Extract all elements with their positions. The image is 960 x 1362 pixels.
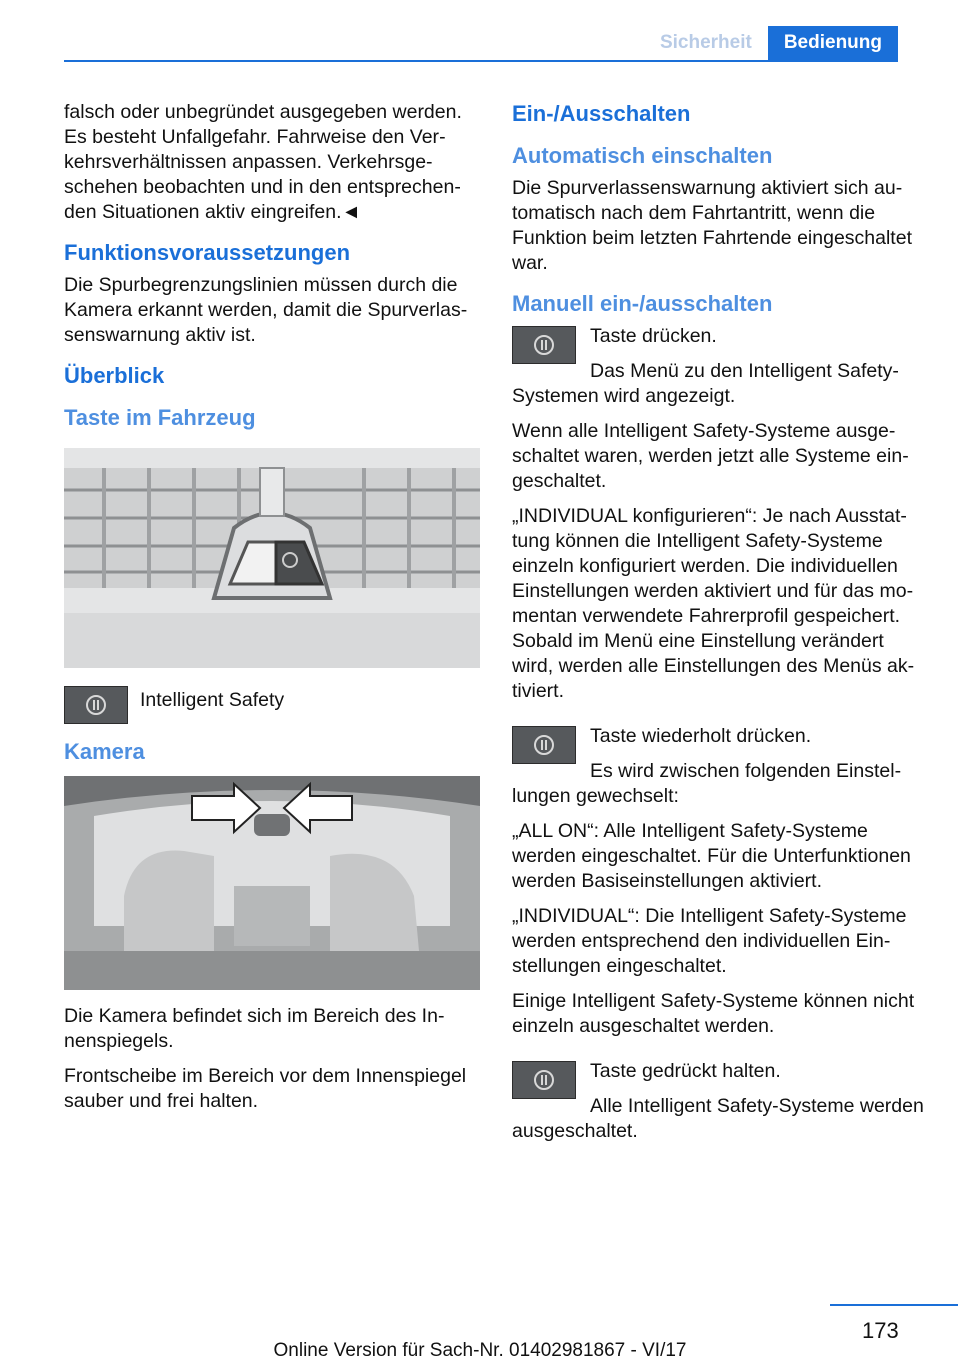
heading-manuell: Manuell ein-/ausschalten: [512, 291, 773, 316]
heading-automatisch-einschalten: Automatisch einschalten: [512, 143, 773, 168]
header-tabs: [644, 26, 898, 60]
kamera-text-1: Die Kamera befindet sich im Bereich des Innenspiegels.: [64, 1005, 445, 1052]
intelligent-safety-button-icon: [512, 1061, 576, 1099]
step2-action: Taste wiederholt drücken.: [590, 725, 812, 747]
step3-result: Alle Intelligent Safety-Systeme werden ausgeschaltet.: [512, 1095, 924, 1142]
header-rule: [64, 60, 898, 62]
left-column: [64, 100, 480, 1124]
funktionsvoraussetzungen-text: Die Spurbegrenzungslinien müssen durch die Kamera erkannt werden, damit die Spurverlassenswarnung aktiv ist.: [64, 274, 468, 346]
footer-text: Online Version für Sach-Nr. 01402981867 - VI/17: [273, 1340, 687, 1361]
step-taste-druecken: [512, 324, 928, 419]
all-on-text: „ALL ON“: Alle Intelligent Safety-Systeme werden eingeschaltet. Für die Unterfunktionen werden Basiseinstellungen aktiviert.: [512, 820, 911, 892]
intro-paragraph: falsch oder unbegründet ausgegeben werden. Es besteht Unfallgefahr. Fahrweise den Verkehrsverhältnissen anpassen. Verkehrsgeschehen beobachten und in den entsprechenden Situationen aktiv eingreifen.◄: [64, 101, 462, 223]
heading-funktionsvoraussetzungen: Funktionsvoraussetzungen: [64, 240, 351, 265]
interior-illustration: [64, 776, 480, 990]
individual-konfigurieren-text: „INDIVIDUAL konfigurieren“: Je nach Ausstattung können die Intelligent Safety-Systeme einzeln konfiguriert werden. Die individuellen Einstellungen werden aktiviert und für das momentan verwendete Fahrerprofil gespeichert. Sobald im Menü eine Einstellung verändert wird, werden alle Einstellungen des Menüs aktiviert.: [512, 505, 915, 702]
intelligent-safety-label: Intelligent Safety: [140, 689, 285, 711]
wenn-text: Wenn alle Intelligent Safety-Systeme ausgeschaltet waren, werden jetzt alle Systeme eingeschaltet.: [512, 420, 909, 492]
kamera-text-2: Frontscheibe im Bereich vor dem Innenspiegel sauber und frei halten.: [64, 1065, 467, 1112]
page-number-rule: [830, 1304, 958, 1306]
step-taste-gedrueckt: [512, 1059, 928, 1154]
page-number: 173: [862, 1318, 899, 1343]
step2-result: Es wird zwischen folgenden Einstellungen gewechselt:: [512, 760, 902, 807]
intelligent-safety-button-icon: [64, 686, 128, 724]
automatisch-text: Die Spurverlassenswarnung aktiviert sich automatisch nach dem Fahrtantritt, wenn die Funktion beim letzten Fahrtende eingeschaltet war.: [512, 177, 912, 274]
heading-ein-ausschalten: Ein-/Ausschalten: [512, 101, 691, 126]
step1-result: Das Menü zu den Intelligent Safety-Systemen wird angezeigt.: [512, 360, 899, 407]
intelligent-safety-button-icon: [512, 726, 576, 764]
tab-bedienung[interactable]: Bedienung: [768, 26, 898, 60]
intelligent-safety-legend: [64, 686, 480, 724]
safety-symbol-icon: [533, 334, 555, 356]
heading-kamera: Kamera: [64, 739, 145, 764]
intelligent-safety-button-icon: [512, 326, 576, 364]
safety-symbol-icon: [85, 694, 107, 716]
step1-action: Taste drücken.: [590, 325, 717, 347]
safety-symbol-icon: [533, 1069, 555, 1091]
safety-symbol-icon: [533, 734, 555, 756]
right-column: [512, 100, 928, 1154]
dashboard-button-photo: [64, 448, 480, 668]
step-taste-wiederholt: [512, 724, 928, 819]
camera-location-photo: [64, 776, 480, 990]
individual-text: „INDIVIDUAL“: Die Intelligent Safety-Systeme werden entsprechend den individuellen Einstellungen eingeschaltet.: [512, 905, 907, 977]
heading-taste-im-fahrzeug: Taste im Fahrzeug: [64, 405, 256, 430]
step3-action: Taste gedrückt halten.: [590, 1060, 781, 1082]
einige-text: Einige Intelligent Safety-Systeme können nicht einzeln ausgeschaltet werden.: [512, 990, 915, 1037]
dashboard-illustration: [64, 448, 480, 668]
heading-ueberblick: Überblick: [64, 363, 165, 388]
tab-sicherheit[interactable]: Sicherheit: [659, 32, 752, 53]
